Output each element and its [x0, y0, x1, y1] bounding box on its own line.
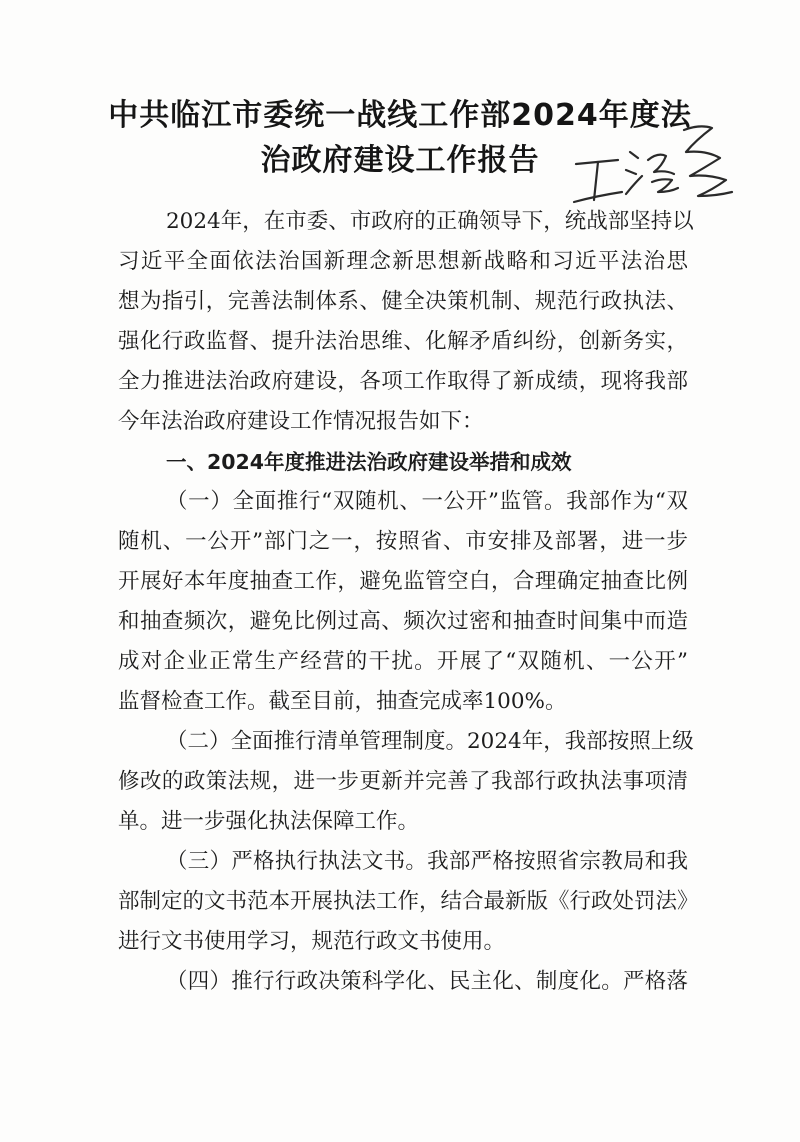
body-line-4: 强化行政监督、提升法治思维、化解矛盾纠纷，创新务实，: [118, 329, 688, 354]
body-line-2: 习近平全面依法治国新理念新思想新战略和习近平法治思: [118, 249, 688, 274]
body-line-9: 随机、一公开”部门之一，按照省、市安排及部署，进一步: [118, 529, 688, 554]
body-line-1: 2024年，在市委、市政府的正确领导下，统战部坚持以: [166, 209, 694, 234]
body-line-13: 监督检查工作。截至目前，抽查完成率100%。: [118, 689, 567, 714]
body-line-20: （四）推行行政决策科学化、民主化、制度化。严格落: [166, 969, 688, 994]
body-line-5: 全力推进法治政府建设，各项工作取得了新成绩，现将我部: [118, 369, 688, 394]
section-heading-1: 一、2024年度推进法治政府建设举措和成效: [166, 450, 572, 474]
body-line-10: 开展好本年度抽查工作，避免监管空白，合理确定抽查比例: [118, 569, 688, 594]
body-line-11: 和抽查频次，避免比例过高、频次过密和抽查时间集中而造: [118, 609, 688, 634]
handwritten-signature: [566, 122, 736, 212]
body-line-16: 单。进一步强化执法保障工作。: [118, 809, 420, 834]
document-title-line-1: 中共临江市委统一战线工作部2024年度法: [108, 98, 692, 133]
body-line-17: （三）严格执行执法文书。我部严格按照省宗教局和我: [166, 849, 688, 874]
body-line-6: 今年法治政府建设工作情况报告如下：: [118, 409, 484, 434]
body-line-12: 成对企业正常生产经营的干扰。开展了“双随机、一公开”: [118, 649, 688, 674]
body-line-15: 修改的政策法规，进一步更新并完善了我部行政执法事项清: [118, 769, 688, 794]
document-title-line-2: 治政府建设工作报告: [260, 143, 540, 178]
body-line-14: （二）全面推行清单管理制度。2024年，我部按照上级: [166, 729, 694, 754]
body-line-8: （一）全面推行“双随机、一公开”监管。我部作为“双: [166, 489, 688, 514]
body-line-18: 部制定的文书范本开展执法工作，结合最新版《行政处罚法》: [118, 889, 699, 914]
body-line-19: 进行文书使用学习，规范行政文书使用。: [118, 929, 506, 954]
body-line-3: 想为指引，完善法制体系、健全决策机制、规范行政执法、: [118, 289, 688, 314]
